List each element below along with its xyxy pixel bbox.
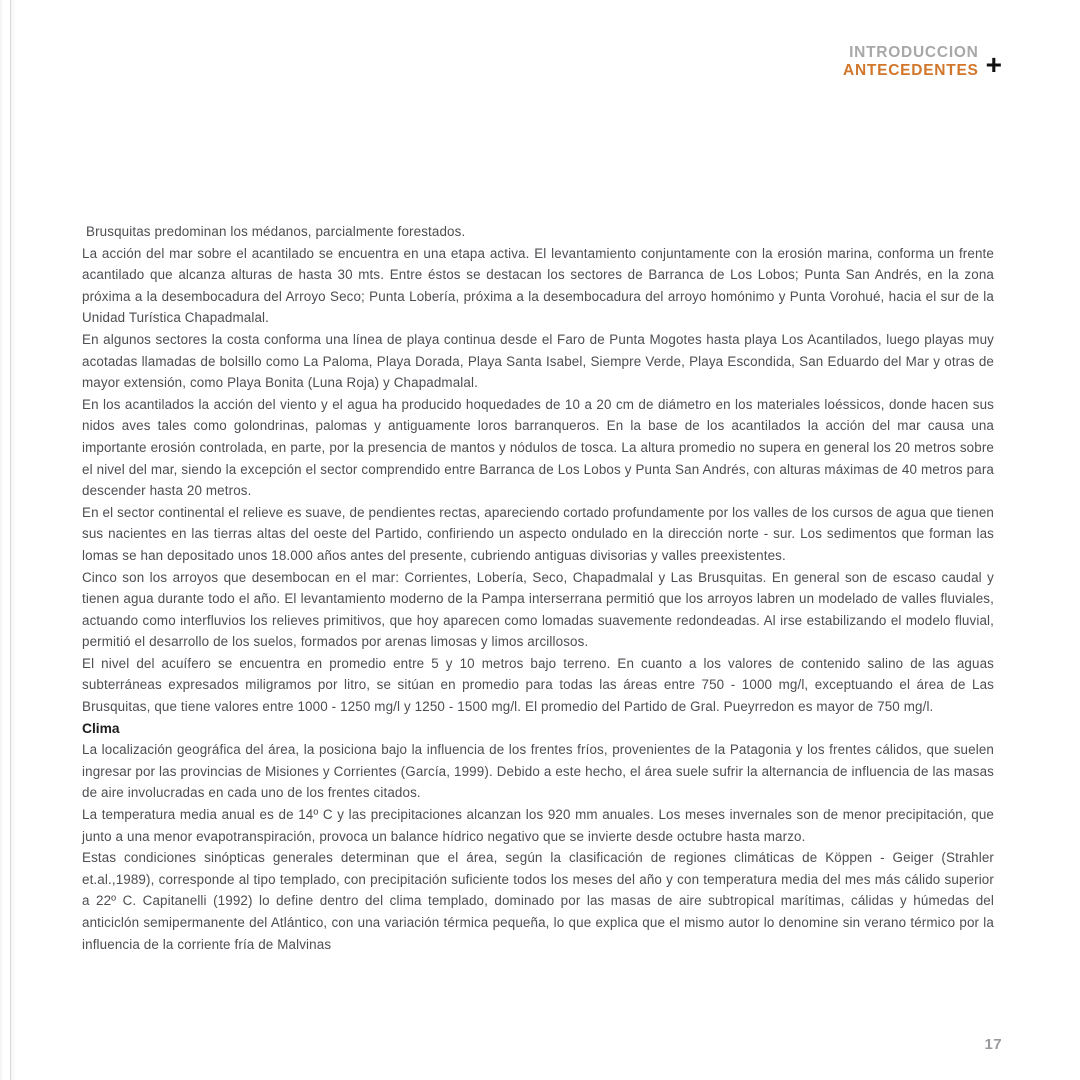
paragraph: Brusquitas predominan los médanos, parcialmente forestados.: [86, 224, 466, 239]
running-header-line-antecedentes: ANTECEDENTES: [843, 62, 979, 80]
paragraph: La localización geográfica del área, la posiciona bajo la influencia de los frentes fríos, provenientes de la Patagonia y los frentes cálidos, que suelen ingresar por las provincias de Misiones y Corrientes (García, 1999). Debido a este hecho, el área suele sufrir la alternancia de influencia de las masas de aire involucradas en cada uno de los frentes citados.: [82, 742, 994, 801]
paragraph: Cinco son los arroyos que desembocan en el mar: Corrientes, Lobería, Seco, Chapadmalal y Las Brusquitas. En general son de escaso caudal y tienen agua durante todo el año. El levantamiento moderno de la Pampa interserrana permitió que los arroyos labren un modelado de valles fluviales, actuando como interfluvios los relieves primitivos, que hoy aparecen como lomadas suavemente redondeadas. Al irse estabilizando el modelo fluvial, permitió el desarrollo de los suelos, formados por arenas limosas y limos arcillosos.: [82, 569, 994, 650]
page-number: 17: [984, 1036, 1002, 1053]
paragraph: La acción del mar sobre el acantilado se encuentra en una etapa activa. El levantamiento conjuntamente con la erosión marina, conforma un frente acantilado que alcanza alturas de hasta 30 mts. Entre éstos se destacan los sectores de Barranca de Los Lobos; Punta San Andrés, en la zona próxima a la desembocadura del Arroyo Seco; Punta Lobería, próxima a la desembocadura del arroyo homónimo y Punta Vorohué, hacia el sur de la Unidad Turística Chapadmalal.: [82, 245, 994, 326]
running-header-line-introduccion: INTRODUCCION: [849, 44, 979, 61]
paragraph: En el sector continental el relieve es suave, de pendientes rectas, apareciendo cortado profundamente por los valles de los cursos de agua que tienen sus nacientes en las tierras altas del oeste del Partido, confiriendo un aspecto ondulado en la dirección norte - sur. Los sedimentos que forman las lomas se han depositado unos 18.000 años antes del presente, cubriendo antiguas divisorias y valles preexistentes.: [82, 504, 994, 563]
paragraph: El nivel del acuífero se encuentra en promedio entre 5 y 10 metros bajo terreno. En cuanto a los valores de contenido salino de las aguas subterráneas expresados miligramos por litro, se sitúan en promedio para todas las áreas entre 750 - 1000 mg/l, exceptuando el área de Las Brusquitas, que tiene valores entre 1000 - 1250 mg/l y 1250 - 1500 mg/l. El promedio del Partido de Gral. Pueyrredon es mayor de 750 mg/l.: [82, 655, 994, 715]
running-header-text: [843, 44, 979, 81]
paragraph: En algunos sectores la costa conforma una línea de playa continua desde el Faro de Punta Mogotes hasta playa Los Acantilados, luego playas muy acotadas llamadas de bolsillo como La Paloma, Playa Dorada, Playa Santa Isabel, Siempre Verde, Playa Escondida, San Eduardo del Mar y otras de mayor extensión, como Playa Bonita (Luna Roja) y Chapadmalal.: [82, 331, 994, 391]
running-header: [843, 44, 1002, 81]
paragraph: Estas condiciones sinópticas generales determinan que el área, según la clasificación de regiones climáticas de Köppen - Geiger (Strahler et.al.,1989), corresponde al tipo templado, con precipitación suficiente todos los meses del año y con temperatura media del mes más cálido superior a 22º C. Capitanelli (1992) lo define dentro del clima templado, dominado por las masas de aire subtropical marítimas, cálidas y húmedas del anticiclón semipermanente del Atlántico, con una variación térmica pequeña, lo que explica que el mismo autor lo denomine sin verano térmico por la influencia de la corriente fría de Malvinas: [82, 850, 994, 952]
section-heading-clima: Clima: [82, 720, 120, 736]
body-text-column: [82, 221, 994, 955]
paragraph: En los acantilados la acción del viento y el agua ha producido hoquedades de 10 a 20 cm de diámetro en los materiales loéssicos, donde hacen sus nidos aves tales como golondrinas, palomas y antiguamente loros barranqueros. En la base de los acantilados la acción del mar causa una importante erosión controlada, en parte, por la presencia de mantos y nódulos de tosca. La altura promedio no supera en general los 20 metros sobre el nivel del mar, siendo la excepción el sector comprendido entre Barranca de Los Lobos y Punta San Andrés, con alturas máximas de 40 metros para descender hasta 20 metros.: [82, 396, 994, 499]
page-spine-shadow: [11, 0, 16, 1080]
paragraph: La temperatura media anual es de 14º C y las precipitaciones alcanzan los 920 mm anuales. Los meses invernales son de menor precipitación, que junto a una menor evapotranspiración, provoca un balance hídrico negativo que se invierte desde octubre hasta marzo.: [82, 807, 994, 844]
page-outer-edge: [0, 0, 3, 1080]
plus-icon: +: [985, 49, 1002, 80]
